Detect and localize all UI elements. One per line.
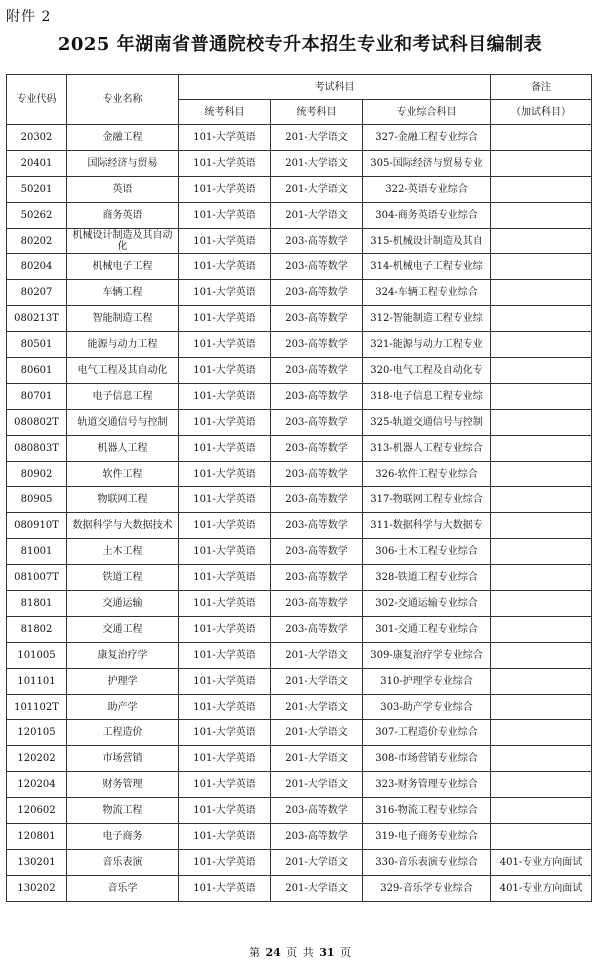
cell-subject2: 203-高等数学 [271,383,363,409]
table-row [7,383,592,409]
cell-subject3: 318-电子信息工程专业综 [363,383,491,409]
cell-subject1: 101-大学英语 [179,694,271,720]
cell-subject2: 203-高等数学 [271,280,363,306]
cell-subject1: 101-大学英语 [179,358,271,384]
cell-subject1: 101-大学英语 [179,332,271,358]
header-sub1: 统考科目 [179,100,271,125]
cell-remark [491,513,592,539]
cell-name: 软件工程 [67,461,179,487]
footer-suffix: 页 [340,946,352,959]
footer-middle: 页 共 [286,946,314,959]
cell-code: 81001 [7,539,67,565]
footer-prefix: 第 [248,946,260,959]
cell-subject3: 313-机器人工程专业综合 [363,435,491,461]
table-row [7,461,592,487]
cell-code: 080803T [7,435,67,461]
cell-subject2: 203-高等数学 [271,539,363,565]
cell-remark [491,746,592,772]
cell-subject2: 203-高等数学 [271,254,363,280]
table-row [7,591,592,617]
cell-subject3: 317-物联网工程专业综合 [363,487,491,513]
cell-subject2: 201-大学语文 [271,202,363,228]
table-row [7,772,592,798]
cell-name: 物联网工程 [67,487,179,513]
table-body [7,125,592,902]
cell-subject2: 203-高等数学 [271,824,363,850]
cell-subject3: 304-商务英语专业综合 [363,202,491,228]
cell-name: 土木工程 [67,539,179,565]
cell-remark [491,487,592,513]
cell-subject3: 303-助产学专业综合 [363,694,491,720]
cell-subject1: 101-大学英语 [179,150,271,176]
cell-code: 101101 [7,668,67,694]
cell-subject2: 201-大学语文 [271,125,363,151]
table-row [7,824,592,850]
cell-subject2: 201-大学语文 [271,642,363,668]
cell-name: 能源与动力工程 [67,332,179,358]
cell-subject3: 320-电气工程及自动化专 [363,358,491,384]
table-row [7,306,592,332]
header-remark: 备注 [491,75,592,100]
cell-subject3: 305-国际经济与贸易专业 [363,150,491,176]
footer-total-pages: 31 [319,946,335,959]
cell-name: 铁道工程 [67,565,179,591]
table-row [7,358,592,384]
table-row [7,539,592,565]
cell-subject3: 328-铁道工程专业综合 [363,565,491,591]
cell-subject3: 329-音乐学专业综合 [363,875,491,901]
cell-name: 交通工程 [67,616,179,642]
table-row [7,150,592,176]
cell-code: 120105 [7,720,67,746]
cell-subject3: 322-英语专业综合 [363,176,491,202]
cell-name: 英语 [67,176,179,202]
cell-subject2: 203-高等数学 [271,358,363,384]
cell-code: 80601 [7,358,67,384]
cell-subject3: 327-金融工程专业综合 [363,125,491,151]
cell-remark [491,798,592,824]
cell-subject3: 319-电子商务专业综合 [363,824,491,850]
cell-code: 81801 [7,591,67,617]
cell-subject2: 201-大学语文 [271,668,363,694]
cell-name: 工程造价 [67,720,179,746]
table-row [7,668,592,694]
cell-subject3: 321-能源与动力工程专业 [363,332,491,358]
cell-subject3: 316-物流工程专业综合 [363,798,491,824]
cell-name: 财务管理 [67,772,179,798]
cell-subject1: 101-大学英语 [179,176,271,202]
table-row [7,332,592,358]
cell-name: 电气工程及其自动化 [67,358,179,384]
header-name: 专业名称 [67,75,179,125]
cell-subject1: 101-大学英语 [179,254,271,280]
cell-name: 商务英语 [67,202,179,228]
page-footer [0,944,600,960]
cell-remark [491,694,592,720]
cell-name: 机械设计制造及其自动化 [67,228,179,254]
cell-subject2: 203-高等数学 [271,228,363,254]
cell-remark [491,565,592,591]
cell-subject3: 314-机械电子工程专业综 [363,254,491,280]
cell-remark [491,150,592,176]
cell-subject3: 323-财务管理专业综合 [363,772,491,798]
cell-name: 电子信息工程 [67,383,179,409]
cell-name: 护理学 [67,668,179,694]
cell-code: 80202 [7,228,67,254]
cell-subject1: 101-大学英语 [179,798,271,824]
cell-remark [491,280,592,306]
header-sub2: 统考科目 [271,100,363,125]
cell-remark [491,668,592,694]
cell-code: 81802 [7,616,67,642]
cell-name: 国际经济与贸易 [67,150,179,176]
cell-subject2: 201-大学语文 [271,875,363,901]
table-row [7,202,592,228]
cell-code: 20302 [7,125,67,151]
table-row [7,849,592,875]
cell-subject1: 101-大学英语 [179,824,271,850]
cell-subject1: 101-大学英语 [179,539,271,565]
cell-code: 101102T [7,694,67,720]
cell-remark [491,409,592,435]
cell-subject3: 315-机械设计制造及其自 [363,228,491,254]
cell-code: 80905 [7,487,67,513]
cell-subject1: 101-大学英语 [179,125,271,151]
cell-remark [491,383,592,409]
cell-subject1: 101-大学英语 [179,461,271,487]
cell-subject1: 101-大学英语 [179,409,271,435]
header-exam-group: 考试科目 [179,75,491,100]
table-row [7,694,592,720]
table-row [7,228,592,254]
cell-name: 物流工程 [67,798,179,824]
cell-subject2: 203-高等数学 [271,409,363,435]
cell-subject2: 203-高等数学 [271,487,363,513]
cell-name: 轨道交通信号与控制 [67,409,179,435]
cell-code: 50201 [7,176,67,202]
table-row [7,746,592,772]
cell-remark [491,772,592,798]
cell-code: 080910T [7,513,67,539]
cell-name: 康复治疗学 [67,642,179,668]
cell-subject2: 203-高等数学 [271,513,363,539]
cell-remark [491,720,592,746]
cell-remark [491,358,592,384]
cell-code: 120204 [7,772,67,798]
cell-subject1: 101-大学英语 [179,720,271,746]
cell-remark [491,591,592,617]
cell-remark [491,202,592,228]
cell-name: 助产学 [67,694,179,720]
table-row [7,409,592,435]
cell-subject1: 101-大学英语 [179,228,271,254]
cell-name: 车辆工程 [67,280,179,306]
cell-code: 80204 [7,254,67,280]
cell-remark [491,125,592,151]
cell-subject2: 201-大学语文 [271,772,363,798]
cell-remark: 401-专业方向面试 [491,875,592,901]
cell-subject2: 201-大学语文 [271,720,363,746]
cell-remark [491,461,592,487]
page-title: 2025 年湖南省普通院校专升本招生专业和考试科目编制表 [57,34,543,55]
cell-subject1: 101-大学英语 [179,435,271,461]
cell-name: 机械电子工程 [67,254,179,280]
cell-remark [491,306,592,332]
cell-subject2: 201-大学语文 [271,694,363,720]
cell-subject3: 306-土木工程专业综合 [363,539,491,565]
cell-subject3: 311-数据科学与大数据专 [363,513,491,539]
table-row [7,513,592,539]
cell-remark [491,642,592,668]
annex-label: 附件 2 [6,9,52,25]
cell-name: 音乐表演 [67,849,179,875]
table-row [7,565,592,591]
table-row [7,642,592,668]
cell-code: 80501 [7,332,67,358]
cell-subject2: 201-大学语文 [271,746,363,772]
cell-subject2: 203-高等数学 [271,435,363,461]
cell-subject3: 330-音乐表演专业综合 [363,849,491,875]
cell-subject3: 302-交通运输专业综合 [363,591,491,617]
cell-code: 101005 [7,642,67,668]
table-row [7,176,592,202]
table-row [7,435,592,461]
cell-subject2: 203-高等数学 [271,461,363,487]
table-row [7,254,592,280]
table-row [7,875,592,901]
cell-subject1: 101-大学英语 [179,642,271,668]
cell-code: 120602 [7,798,67,824]
cell-remark [491,176,592,202]
cell-name: 市场营销 [67,746,179,772]
header-remark-sub: （加试科目） [491,100,592,125]
cell-code: 130202 [7,875,67,901]
cell-subject3: 326-软件工程专业综合 [363,461,491,487]
cell-subject1: 101-大学英语 [179,875,271,901]
cell-name: 电子商务 [67,824,179,850]
header-sub3: 专业综合科目 [363,100,491,125]
cell-subject1: 101-大学英语 [179,513,271,539]
cell-name: 数据科学与大数据技术 [67,513,179,539]
cell-subject1: 101-大学英语 [179,565,271,591]
cell-remark [491,228,592,254]
cell-code: 080213T [7,306,67,332]
cell-subject2: 203-高等数学 [271,332,363,358]
cell-subject1: 101-大学英语 [179,668,271,694]
table-row [7,125,592,151]
cell-subject2: 203-高等数学 [271,306,363,332]
cell-name: 音乐学 [67,875,179,901]
cell-code: 081007T [7,565,67,591]
table-row [7,487,592,513]
cell-subject3: 312-智能制造工程专业综 [363,306,491,332]
cell-remark [491,539,592,565]
footer-page-number: 24 [265,946,281,959]
cell-subject3: 307-工程造价专业综合 [363,720,491,746]
cell-subject2: 201-大学语文 [271,176,363,202]
cell-code: 80701 [7,383,67,409]
cell-code: 080802T [7,409,67,435]
cell-subject3: 301-交通工程专业综合 [363,616,491,642]
cell-name: 机器人工程 [67,435,179,461]
cell-subject1: 101-大学英语 [179,772,271,798]
cell-subject1: 101-大学英语 [179,591,271,617]
cell-subject3: 324-车辆工程专业综合 [363,280,491,306]
cell-code: 120202 [7,746,67,772]
cell-subject2: 203-高等数学 [271,798,363,824]
cell-remark [491,254,592,280]
cell-subject2: 203-高等数学 [271,565,363,591]
cell-subject1: 101-大学英语 [179,202,271,228]
header-code: 专业代码 [7,75,67,125]
cell-subject3: 308-市场营销专业综合 [363,746,491,772]
cell-subject1: 101-大学英语 [179,280,271,306]
cell-subject1: 101-大学英语 [179,746,271,772]
table-row [7,616,592,642]
cell-subject2: 203-高等数学 [271,616,363,642]
cell-remark [491,616,592,642]
cell-subject1: 101-大学英语 [179,487,271,513]
cell-code: 130201 [7,849,67,875]
cell-subject3: 310-护理学专业综合 [363,668,491,694]
table-row [7,720,592,746]
cell-name: 金融工程 [67,125,179,151]
table-row [7,798,592,824]
exam-subjects-table [6,74,592,902]
table-row [7,280,592,306]
cell-remark [491,332,592,358]
cell-code: 120801 [7,824,67,850]
cell-code: 80902 [7,461,67,487]
cell-remark [491,435,592,461]
cell-subject2: 201-大学语文 [271,150,363,176]
cell-subject1: 101-大学英语 [179,849,271,875]
cell-code: 80207 [7,280,67,306]
cell-subject2: 203-高等数学 [271,591,363,617]
cell-subject3: 325-轨道交通信号与控制 [363,409,491,435]
cell-subject3: 309-康复治疗学专业综合 [363,642,491,668]
cell-remark [491,824,592,850]
cell-subject1: 101-大学英语 [179,383,271,409]
cell-subject1: 101-大学英语 [179,616,271,642]
cell-code: 20401 [7,150,67,176]
cell-name: 交通运输 [67,591,179,617]
cell-name: 智能制造工程 [67,306,179,332]
cell-code: 50262 [7,202,67,228]
cell-subject1: 101-大学英语 [179,306,271,332]
cell-subject2: 201-大学语文 [271,849,363,875]
cell-remark: 401-专业方向面试 [491,849,592,875]
